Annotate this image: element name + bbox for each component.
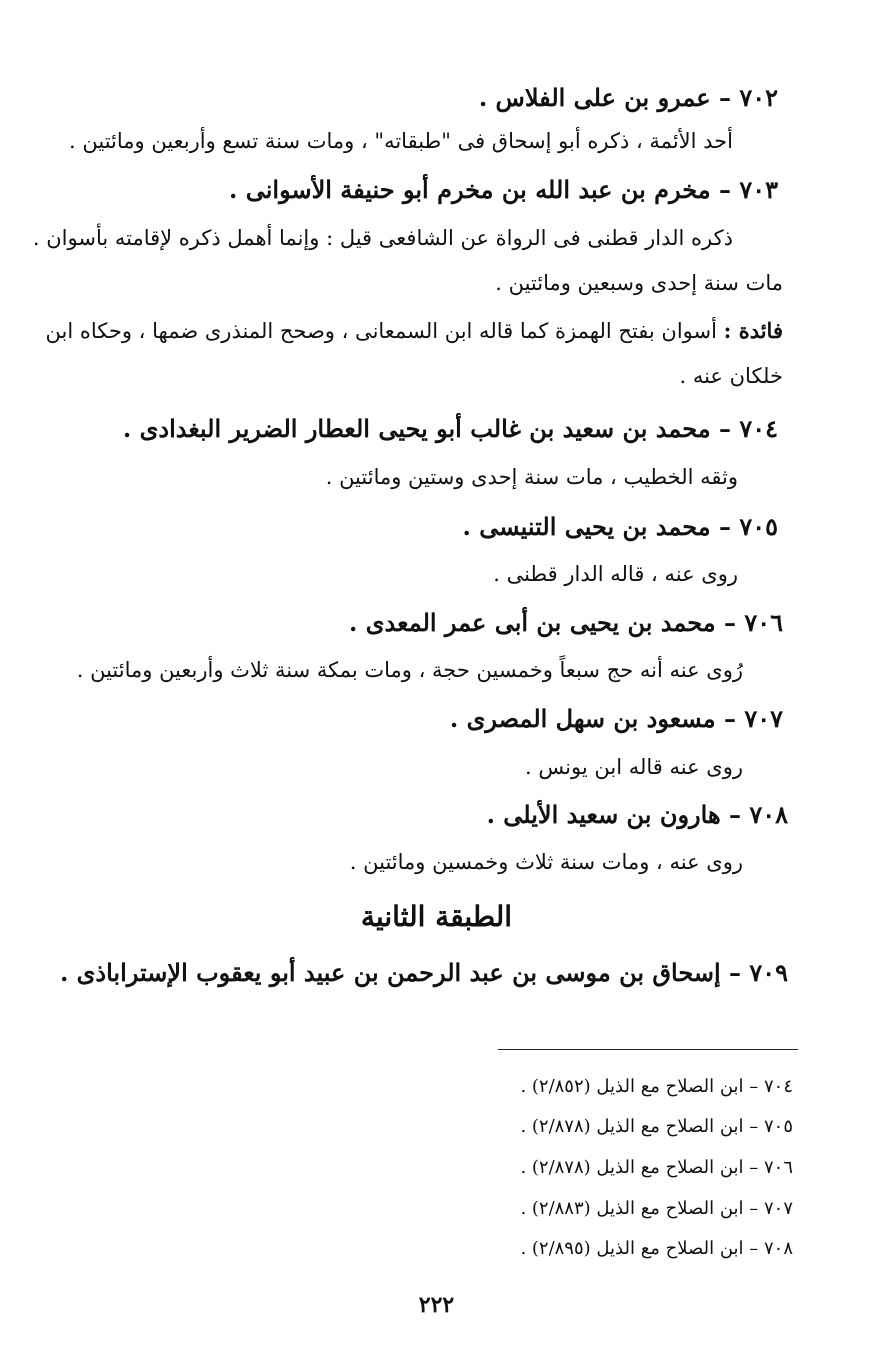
entry-text-705: روى عنه ، قاله الدار قطنى .	[493, 562, 738, 586]
footnote-divider	[498, 1049, 798, 1050]
entry-heading-708: ٧٠٨ – هارون بن سعيد الأيلى .	[486, 800, 788, 829]
note-703-line1	[46, 318, 783, 343]
entry-text-706: رُوى عنه أنه حج سبعاً وخمسين حجة ، ومات بمكة سنة ثلاث وأربعين ومائتين .	[76, 658, 743, 682]
entry-text-708: روى عنه ، ومات سنة ثلاث وخمسين ومائتين .	[349, 850, 743, 874]
entry-text-707: روى عنه قاله ابن يونس .	[525, 755, 743, 779]
entry-text-702: أحد الأئمة ، ذكره أبو إسحاق فى "طبقاته" ، ومات سنة تسع وأربعين ومائتين .	[69, 129, 733, 153]
entry-heading-704: ٧٠٤ – محمد بن سعيد بن غالب أبو يحيى العطار الضرير البغدادى .	[122, 414, 778, 443]
entry-heading-703: ٧٠٣ – مخرم بن عبد الله بن مخرم أبو حنيفة الأسوانى .	[229, 175, 778, 204]
entry-heading-702: ٧٠٢ – عمرو بن على الفلاس .	[478, 83, 778, 112]
section-title: الطبقة الثانية	[360, 900, 513, 933]
entry-text-703-line2: مات سنة إحدى وسبعين ومائتين .	[495, 271, 783, 295]
entry-heading-705: ٧٠٥ – محمد بن يحيى التنيسى .	[462, 512, 778, 541]
note-703-line2: خلكان عنه .	[679, 364, 783, 388]
entry-text-704: وثقه الخطيب ، مات سنة إحدى وستين ومائتين .	[325, 465, 738, 489]
note-label: فائدة :	[723, 318, 783, 343]
entry-heading-707: ٧٠٧ – مسعود بن سهل المصرى .	[449, 704, 783, 733]
footnote-708: ٧٠٨ – ابن الصلاح مع الذيل (٢/٨٩٥) .	[520, 1238, 793, 1259]
footnote-704: ٧٠٤ – ابن الصلاح مع الذيل (٢/٨٥٢) .	[520, 1076, 793, 1097]
footnote-706: ٧٠٦ – ابن الصلاح مع الذيل (٢/٨٧٨) .	[520, 1157, 793, 1178]
entry-text-703-line1: ذكره الدار قطنى فى الرواة عن الشافعى قيل : وإنما أهمل ذكره لإقامته بأسوان .	[32, 226, 733, 250]
page-number: ٢٢٢	[418, 1292, 455, 1318]
footnote-705: ٧٠٥ – ابن الصلاح مع الذيل (٢/٨٧٨) .	[520, 1116, 793, 1137]
entry-heading-709: ٧٠٩ – إسحاق بن موسى بن عبد الرحمن بن عبيد أبو يعقوب الإستراباذى .	[59, 958, 788, 987]
footnote-707: ٧٠٧ – ابن الصلاح مع الذيل (٢/٨٨٣) .	[520, 1198, 793, 1219]
note-text: أسوان بفتح الهمزة كما قاله ابن السمعانى ، وصحح المنذرى ضمها ، وحكاه ابن	[45, 319, 717, 343]
entry-heading-706: ٧٠٦ – محمد بن يحيى بن أبى عمر المعدى .	[349, 608, 783, 637]
